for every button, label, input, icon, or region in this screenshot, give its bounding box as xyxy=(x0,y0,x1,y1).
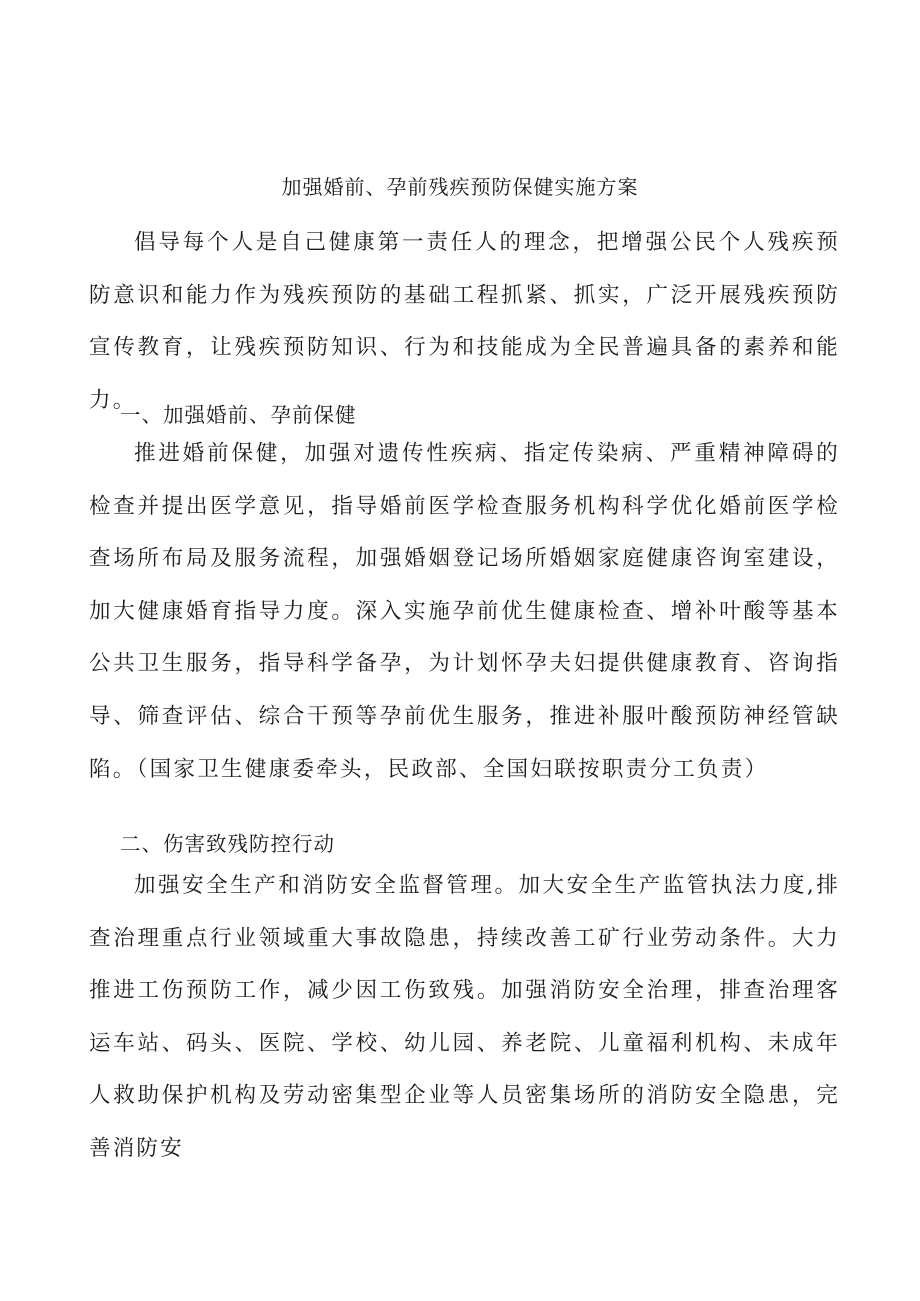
intro-paragraph: 倡导每个人是自己健康第一责任人的理念，把增强公民个人残疾预防意识和能力作为残疾预防的基础工程抓紧、抓实，广泛开展残疾预防宣传教育，让残疾预防知识、行为和技能成为全民普遍具备的素养和能力。 xyxy=(89,230,840,413)
section-body-2: 加强安全生产和消防安全监督管理。加大安全生产监管执法力度,排查治理重点行业领域重大事故隐患，持续改善工矿行业劳动条件。大力推进工伤预防工作，减少因工伤致残。加强消防安全治理，排查治理客运车站、码头、医院、学校、幼儿园、养老院、儿童福利机构、未成年人救助保护机构及劳动密集型企业等人员密集场所的消防安全隐患，完善消防安 xyxy=(89,873,840,1161)
section-body-1: 推进婚前保健，加强对遗传性疾病、指定传染病、严重精神障碍的检查并提出医学意见，指导婚前医学检查服务机构科学优化婚前医学检查场所布局及服务流程，加强婚姻登记场所婚姻家庭健康咨询室建设，加大健康婚育指导力度。深入实施孕前优生健康检查、增补叶酸等基本公共卫生服务，指导科学备孕，为计划怀孕夫妇提供健康教育、咨询指导、筛查评估、综合干预等孕前优生服务，推进补服叶酸预防神经管缺陷。（国家卫生健康委牵头，民政部、全国妇联按职责分工负责） xyxy=(89,441,840,782)
document-title: 加强婚前、孕前残疾预防保健实施方案 xyxy=(281,175,639,199)
section-heading-1: 一、加强婚前、孕前保健 xyxy=(120,403,357,427)
section-heading-2: 二、伤害致残防控行动 xyxy=(120,832,335,856)
